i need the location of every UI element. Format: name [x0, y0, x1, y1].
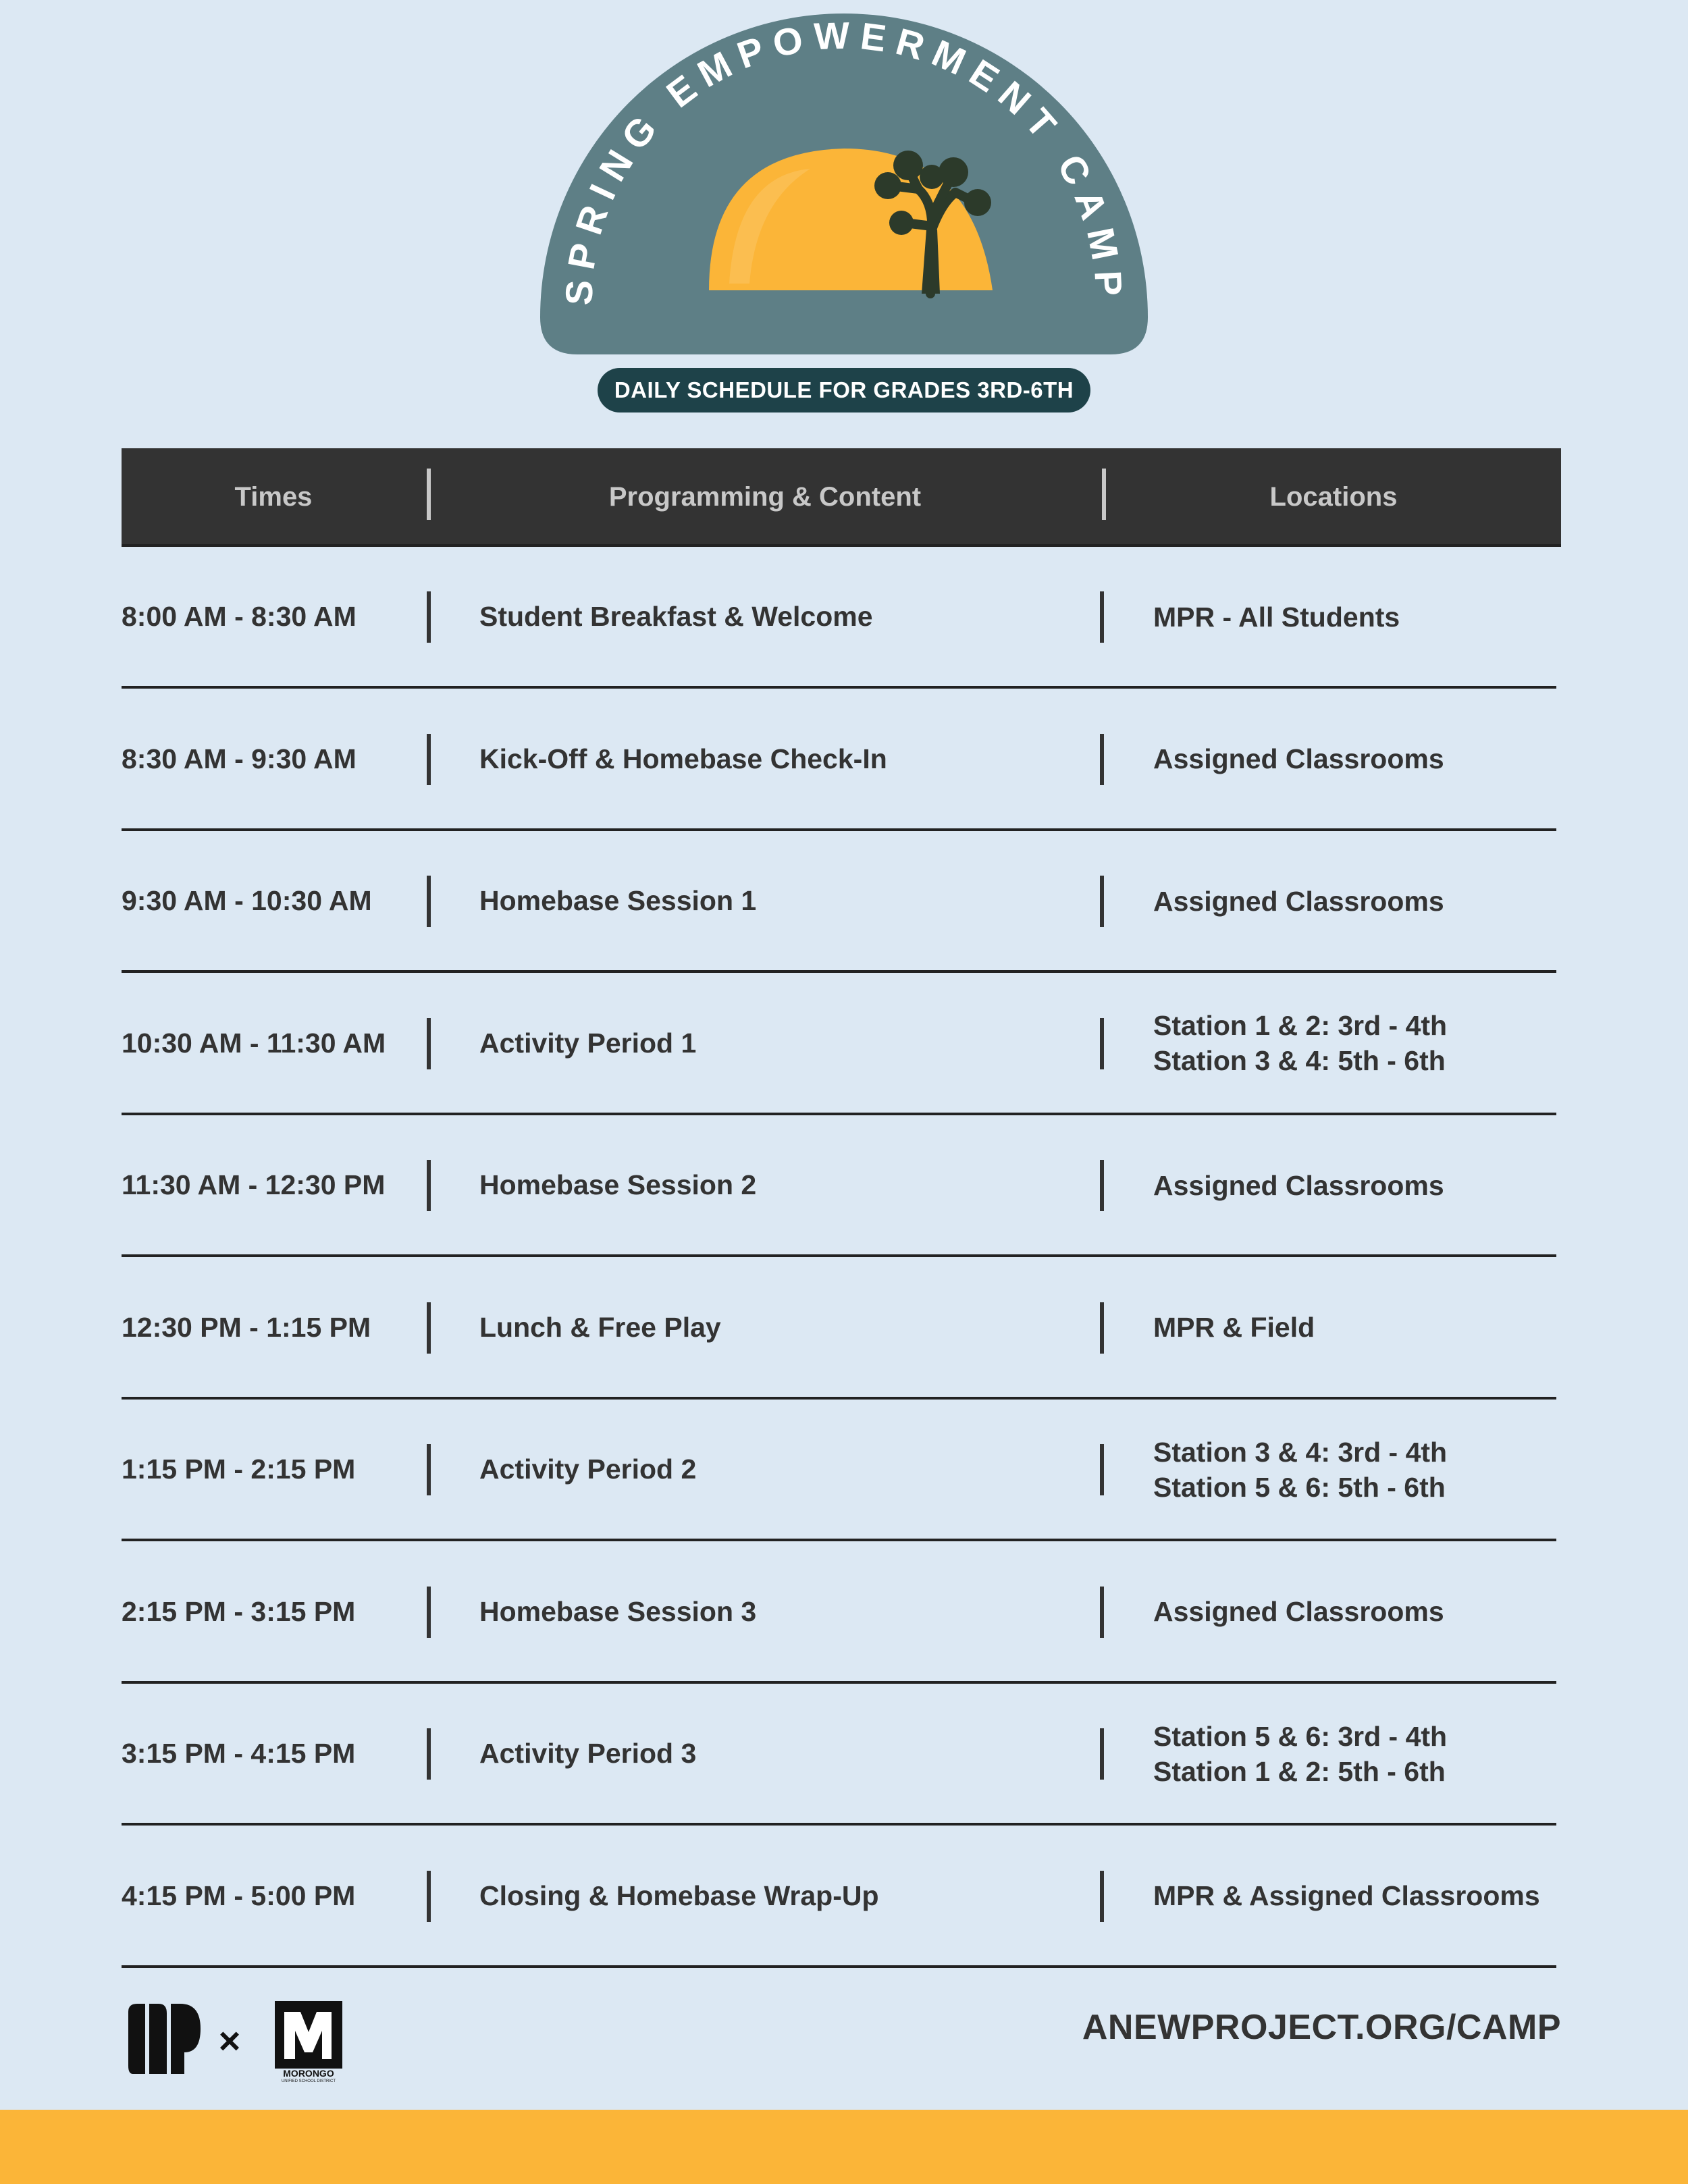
row-location	[1153, 1542, 1558, 1682]
column-divider	[1100, 1587, 1104, 1638]
column-divider	[1100, 1302, 1104, 1354]
location-line: MPR & Assigned Classrooms	[1153, 1880, 1540, 1911]
row-time: 9:30 AM - 10:30 AM	[122, 885, 372, 916]
row-rule	[122, 970, 1556, 973]
morongo-district-logo	[275, 2001, 342, 2083]
table-row	[122, 1400, 1556, 1541]
row-location	[1153, 547, 1558, 687]
header-times: Times	[234, 481, 313, 512]
row-program: Homebase Session 2	[479, 1169, 757, 1200]
schedule-table-header	[122, 448, 1561, 545]
header-programming: Programming & Content	[608, 481, 922, 512]
column-divider	[1100, 1018, 1104, 1069]
badge-arc-text: SPRING EMPOWERMENT CAMP	[557, 14, 1131, 307]
row-program: Homebase Session 1	[479, 885, 757, 916]
row-location	[1153, 1684, 1558, 1823]
location-line: MPR - All Students	[1153, 601, 1400, 633]
row-location	[1153, 1115, 1558, 1255]
row-time: 8:00 AM - 8:30 AM	[122, 601, 357, 632]
row-program: Activity Period 1	[479, 1027, 697, 1059]
row-time: 4:15 PM - 5:00 PM	[122, 1880, 356, 1911]
location-line: Station 3 & 4: 5th - 6th	[1153, 1045, 1446, 1076]
row-rule	[122, 828, 1556, 831]
column-divider	[427, 1302, 431, 1354]
bottom-accent-bar	[0, 2110, 1688, 2184]
row-time: 2:15 PM - 3:15 PM	[122, 1595, 356, 1627]
row-program: Kick-Off & Homebase Check-In	[479, 743, 887, 774]
row-rule	[122, 1113, 1556, 1115]
location-line: Assigned Classrooms	[1153, 1596, 1444, 1627]
table-row	[122, 1826, 1556, 1968]
row-rule	[122, 1539, 1556, 1541]
row-program: Activity Period 3	[479, 1738, 697, 1769]
svg-text:MORONGO: MORONGO	[283, 2068, 334, 2079]
table-row	[122, 689, 1556, 831]
table-row	[122, 1115, 1556, 1257]
table-row	[122, 1258, 1556, 1400]
location-line: Station 1 & 2: 3rd - 4th	[1153, 1010, 1448, 1041]
column-divider	[427, 1728, 431, 1780]
row-location	[1153, 1258, 1558, 1397]
column-divider	[427, 1444, 431, 1495]
row-time: 3:15 PM - 4:15 PM	[122, 1738, 356, 1769]
row-location	[1153, 974, 1558, 1113]
row-program: Lunch & Free Play	[479, 1311, 721, 1343]
row-time: 8:30 AM - 9:30 AM	[122, 743, 357, 774]
table-row	[122, 974, 1556, 1115]
column-divider	[427, 734, 431, 785]
row-location	[1153, 1826, 1558, 1966]
table-row	[122, 547, 1556, 689]
row-time: 11:30 AM - 12:30 PM	[122, 1169, 386, 1200]
column-divider	[1100, 1444, 1104, 1495]
column-divider	[427, 1871, 431, 1922]
row-program: Activity Period 2	[479, 1454, 697, 1485]
location-line: Station 5 & 6: 5th - 6th	[1153, 1471, 1446, 1503]
column-divider	[1100, 1160, 1104, 1211]
location-line: Station 5 & 6: 3rd - 4th	[1153, 1720, 1448, 1752]
schedule-subtitle: DAILY SCHEDULE FOR GRADES 3RD-6TH	[598, 368, 1090, 412]
column-divider	[427, 591, 431, 643]
table-row	[122, 831, 1556, 973]
column-divider	[1100, 1871, 1104, 1922]
row-rule	[122, 1965, 1556, 1968]
location-line: MPR & Field	[1153, 1312, 1315, 1343]
row-rule	[122, 686, 1556, 689]
column-divider	[427, 1018, 431, 1069]
location-line: Assigned Classrooms	[1153, 885, 1444, 917]
location-line: Assigned Classrooms	[1153, 743, 1444, 774]
anew-project-logo	[128, 2004, 201, 2074]
location-line: Station 1 & 2: 5th - 6th	[1153, 1755, 1446, 1787]
footer-url[interactable]: ANEWPROJECT.ORG/CAMP	[1082, 2008, 1561, 2047]
camp-logo-badge	[0, 0, 1688, 432]
header-locations: Locations	[1269, 481, 1398, 512]
row-rule	[122, 1823, 1556, 1826]
row-location	[1153, 831, 1558, 971]
column-divider	[427, 876, 431, 927]
table-row	[122, 1684, 1556, 1826]
logo-separator: ×	[218, 2019, 241, 2062]
row-location	[1153, 689, 1558, 829]
location-line: Station 3 & 4: 3rd - 4th	[1153, 1436, 1448, 1468]
row-program: Student Breakfast & Welcome	[479, 601, 873, 632]
column-divider	[1100, 734, 1104, 785]
row-rule	[122, 1254, 1556, 1257]
row-time: 12:30 PM - 1:15 PM	[122, 1311, 371, 1343]
column-divider	[427, 1587, 431, 1638]
row-rule	[122, 1397, 1556, 1400]
table-row	[122, 1542, 1556, 1684]
partner-logos	[125, 1998, 348, 2083]
location-line: Assigned Classrooms	[1153, 1169, 1444, 1201]
row-program: Homebase Session 3	[479, 1595, 757, 1627]
row-time: 10:30 AM - 11:30 AM	[122, 1027, 386, 1059]
column-divider	[427, 1160, 431, 1211]
column-divider	[1100, 876, 1104, 927]
row-location	[1153, 1400, 1558, 1539]
row-rule	[122, 1681, 1556, 1684]
row-program: Closing & Homebase Wrap-Up	[479, 1880, 879, 1911]
column-divider	[1100, 591, 1104, 643]
row-time: 1:15 PM - 2:15 PM	[122, 1454, 356, 1485]
svg-text:UNIFIED SCHOOL DISTRICT: UNIFIED SCHOOL DISTRICT	[281, 2079, 336, 2083]
column-divider	[1100, 1728, 1104, 1780]
